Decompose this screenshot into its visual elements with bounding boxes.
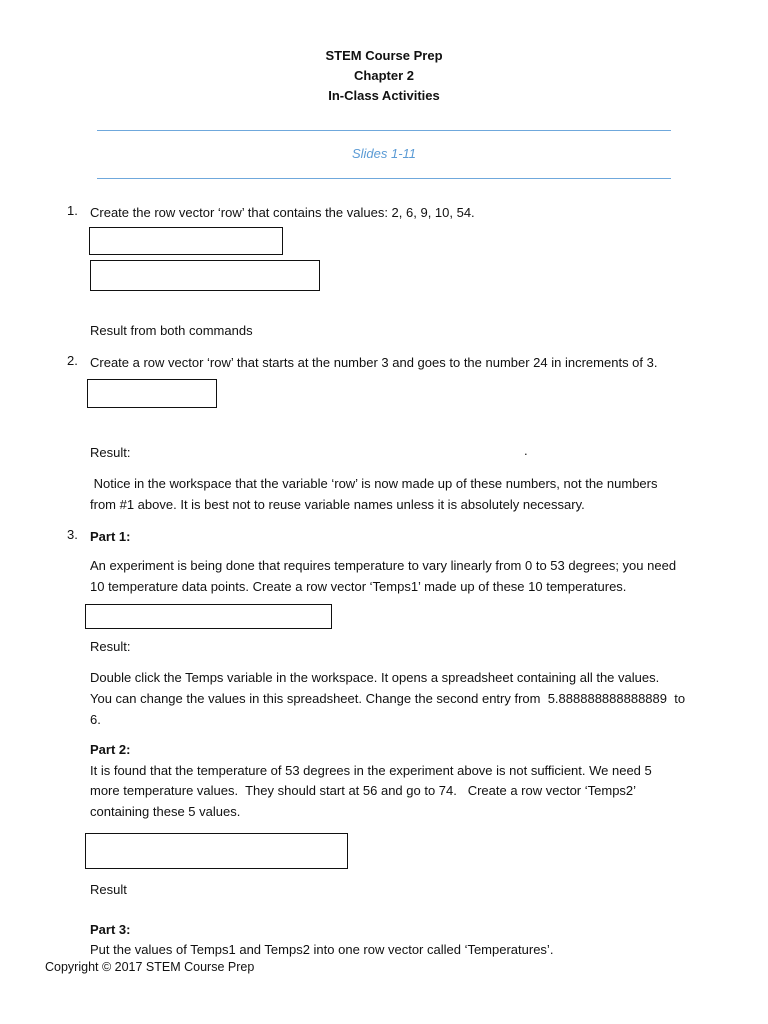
q3-number: 3. [67,527,78,542]
q1-answer-box-1[interactable] [89,227,283,255]
doc-subtitle: In-Class Activities [328,88,440,103]
q3-dblclick-line1: Double click the Temps variable in the workspace. It opens a spreadsheet containing all the values. [90,670,660,685]
q3-dblclick-line3: 6. [90,712,101,727]
top-divider [97,130,671,131]
q1-number: 1. [67,203,78,218]
q2-notice-line1: Notice in the workspace that the variable ‘row’ is now made up of these numbers, not the numbers [90,476,658,491]
bottom-divider [97,178,671,179]
q3-part2-answer-box[interactable] [85,833,348,869]
q3-part1-answer-box[interactable] [85,604,332,629]
q3-part3-heading: Part 3: [90,922,131,937]
q1-result-label: Result from both commands [90,323,253,338]
q2-notice-line2: from #1 above. It is best not to reuse variable names unless it is absolutely necessary. [90,497,585,512]
q2-result-label: Result: [90,445,131,460]
q3-part2-line1: It is found that the temperature of 53 degrees in the experiment above is not sufficient. We need 5 [90,763,652,778]
q3-part2-heading: Part 2: [90,742,131,757]
q3-part1-line1: An experiment is being done that requires temperature to vary linearly from 0 to 53 degrees; you need [90,558,677,573]
q1-prompt: Create the row vector ‘row’ that contains the values: 2, 6, 9, 10, 54. [90,205,475,220]
q3-part3-line1: Put the values of Temps1 and Temps2 into one row vector called ‘Temperatures’. [90,942,554,957]
q3-part2-result-label: Result [90,882,127,897]
q3-part2-line2: more temperature values. They should start at 56 and go to 74. Create a row vector ‘Temps2’ [90,783,637,798]
q2-result-dot: . [524,443,528,458]
q2-number: 2. [67,353,78,368]
q3-dblclick-line2: You can change the values in this spreadsheet. Change the second entry from 5.888888888888889 to [90,691,686,706]
q2-answer-box[interactable] [87,379,217,408]
doc-chapter: Chapter 2 [354,68,414,83]
q2-prompt: Create a row vector ‘row’ that starts at the number 3 and goes to the number 24 in increments of 3. [90,355,658,370]
q3-part1-result-label: Result: [90,639,131,654]
q3-part1-line2: 10 temperature data points. Create a row vector ‘Temps1’ made up of these 10 temperatures. [90,579,627,594]
slides-reference: Slides 1-11 [351,146,417,161]
copyright-footer: Copyright © 2017 STEM Course Prep [45,960,255,974]
doc-title: STEM Course Prep [325,48,443,63]
q3-part2-line3: containing these 5 values. [90,804,241,819]
q3-part1-heading: Part 1: [90,529,131,544]
q1-answer-box-2[interactable] [90,260,320,291]
